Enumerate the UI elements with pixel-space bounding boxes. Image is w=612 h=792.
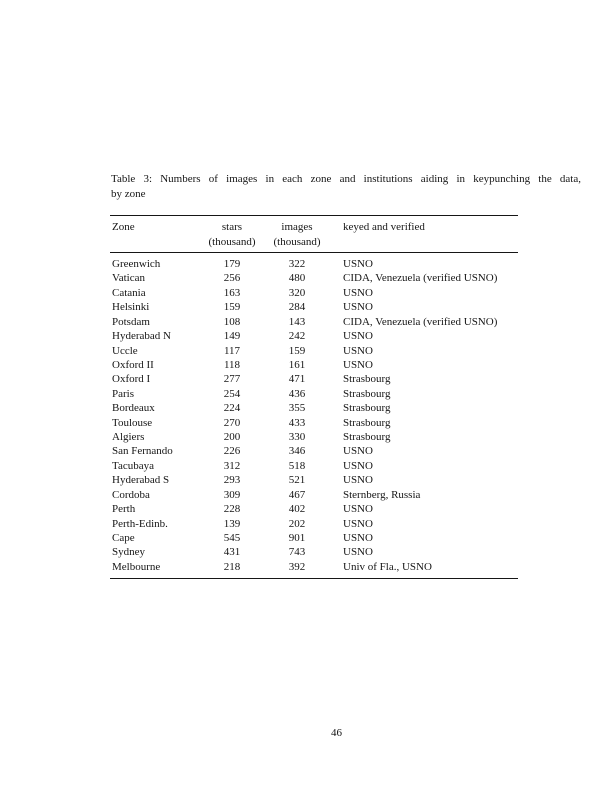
page-number: 46 — [331, 727, 342, 739]
cell-images: 901 — [288, 532, 306, 545]
cell-zone: Sydney — [112, 546, 145, 559]
cell-keyed: USNO — [343, 445, 373, 458]
cell-stars: 149 — [223, 330, 241, 343]
cell-zone: Hyderabad S — [112, 474, 170, 487]
table-row — [110, 416, 518, 430]
cell-keyed: CIDA, Venezuela (verified USNO) — [343, 315, 498, 328]
table-caption-line2: by zone — [111, 188, 146, 200]
header-zone: Zone — [110, 216, 203, 253]
cell-zone: Cape — [112, 532, 135, 545]
cell-images: 322 — [288, 258, 306, 270]
table-row — [110, 286, 518, 300]
cell-stars: 431 — [223, 546, 241, 559]
cell-images: 330 — [288, 431, 306, 444]
cell-stars: 228 — [223, 503, 241, 516]
table-row — [110, 358, 518, 372]
table-row — [110, 502, 518, 516]
cell-zone: Uccle — [112, 344, 138, 357]
cell-stars: 277 — [223, 373, 241, 386]
table-caption-line1: Table 3: Numbers of images in each zone and institutions aiding in keypunching the data, — [111, 173, 581, 185]
cell-stars: 226 — [223, 445, 241, 458]
cell-images: 161 — [288, 358, 306, 371]
cell-zone: Perth — [112, 503, 136, 516]
cell-images: 355 — [288, 402, 306, 415]
cell-zone: Paris — [112, 387, 134, 400]
cell-stars: 309 — [223, 488, 241, 501]
cell-stars: 159 — [223, 301, 241, 314]
header-stars — [203, 216, 261, 253]
table-row — [110, 315, 518, 329]
table-row — [110, 560, 518, 579]
cell-stars: 312 — [223, 459, 241, 472]
cell-keyed: USNO — [343, 258, 373, 270]
cell-zone: San Fernando — [112, 445, 173, 458]
cell-images: 743 — [288, 546, 306, 559]
header-images-label: images — [281, 221, 313, 233]
cell-keyed: USNO — [343, 358, 373, 371]
table-row — [110, 387, 518, 401]
cell-images: 242 — [288, 330, 306, 343]
cell-keyed: USNO — [343, 503, 373, 516]
cell-stars: 545 — [223, 532, 241, 545]
cell-images: 480 — [288, 272, 306, 285]
header-stars-label: stars — [221, 221, 243, 233]
cell-keyed: Univ of Fla., USNO — [343, 560, 432, 573]
cell-images: 471 — [288, 373, 306, 386]
cell-images: 521 — [288, 474, 306, 487]
cell-stars: 270 — [223, 416, 241, 429]
cell-images: 284 — [288, 301, 306, 314]
cell-keyed: USNO — [343, 532, 373, 545]
cell-stars: 179 — [223, 258, 241, 270]
cell-zone: Melbourne — [112, 560, 161, 573]
table-row — [110, 372, 518, 386]
cell-keyed: USNO — [343, 474, 373, 487]
cell-keyed: USNO — [343, 459, 373, 472]
cell-keyed: USNO — [343, 301, 373, 314]
cell-stars: 224 — [223, 402, 241, 415]
table-row — [110, 271, 518, 285]
cell-images: 433 — [288, 416, 306, 429]
cell-zone: Potsdam — [112, 315, 150, 328]
cell-stars: 256 — [223, 272, 241, 285]
cell-images: 402 — [288, 503, 306, 516]
cell-keyed: USNO — [343, 517, 373, 530]
cell-keyed: Strasbourg — [343, 431, 391, 444]
cell-stars: 293 — [223, 474, 241, 487]
cell-zone: Perth-Edinb. — [112, 517, 168, 530]
cell-images: 346 — [288, 445, 306, 458]
cell-images: 436 — [288, 387, 306, 400]
table-row — [110, 300, 518, 314]
cell-stars: 163 — [223, 286, 241, 299]
cell-images: 143 — [288, 315, 306, 328]
table-row — [110, 531, 518, 545]
cell-images: 320 — [288, 286, 306, 299]
cell-zone: Greenwich — [112, 258, 161, 270]
table-row — [110, 545, 518, 559]
header-images-unit: (thousand) — [273, 235, 321, 248]
cell-keyed: Strasbourg — [343, 416, 391, 429]
cell-keyed: USNO — [343, 344, 373, 357]
zones-table-header — [110, 216, 518, 253]
table-row — [110, 344, 518, 358]
cell-stars: 139 — [223, 517, 241, 530]
table-row — [110, 444, 518, 458]
zones-table — [110, 215, 518, 579]
cell-images: 392 — [288, 560, 306, 573]
header-images — [261, 216, 333, 253]
table-row — [110, 517, 518, 531]
cell-keyed: USNO — [343, 330, 373, 343]
table-row — [110, 401, 518, 415]
zones-table-body — [110, 253, 518, 579]
cell-zone: Vatican — [112, 272, 145, 285]
cell-stars: 118 — [223, 358, 241, 371]
table-row — [110, 459, 518, 473]
table-row — [110, 473, 518, 487]
table-row — [110, 329, 518, 343]
cell-stars: 254 — [223, 387, 241, 400]
cell-stars: 117 — [223, 344, 241, 357]
cell-zone: Tacubaya — [112, 459, 154, 472]
cell-keyed: Strasbourg — [343, 402, 391, 415]
header-keyed-and-verified: keyed and verified — [333, 216, 518, 253]
cell-images: 159 — [288, 344, 306, 357]
cell-keyed: CIDA, Venezuela (verified USNO) — [343, 272, 498, 285]
cell-keyed: Strasbourg — [343, 387, 391, 400]
cell-keyed: USNO — [343, 286, 373, 299]
cell-zone: Cordoba — [112, 488, 150, 501]
cell-stars: 108 — [223, 315, 241, 328]
cell-zone: Oxford II — [112, 358, 154, 371]
table-row — [110, 253, 518, 272]
table-row — [110, 488, 518, 502]
table-row — [110, 430, 518, 444]
table-caption — [111, 172, 581, 202]
cell-zone: Toulouse — [112, 416, 153, 429]
cell-zone: Helsinki — [112, 301, 150, 314]
cell-images: 202 — [288, 517, 306, 530]
cell-zone: Hyderabad N — [112, 330, 171, 343]
cell-stars: 218 — [223, 560, 241, 573]
header-row — [110, 216, 518, 253]
cell-stars: 200 — [223, 431, 241, 444]
cell-images: 518 — [288, 459, 306, 472]
cell-keyed: Strasbourg — [343, 373, 391, 386]
cell-keyed: USNO — [343, 546, 373, 559]
header-stars-unit: (thousand) — [208, 235, 256, 248]
cell-zone: Algiers — [112, 431, 145, 444]
cell-zone: Catania — [112, 286, 146, 299]
cell-zone: Bordeaux — [112, 402, 155, 415]
cell-keyed: Sternberg, Russia — [343, 488, 421, 501]
cell-images: 467 — [288, 488, 306, 501]
cell-zone: Oxford I — [112, 373, 151, 386]
